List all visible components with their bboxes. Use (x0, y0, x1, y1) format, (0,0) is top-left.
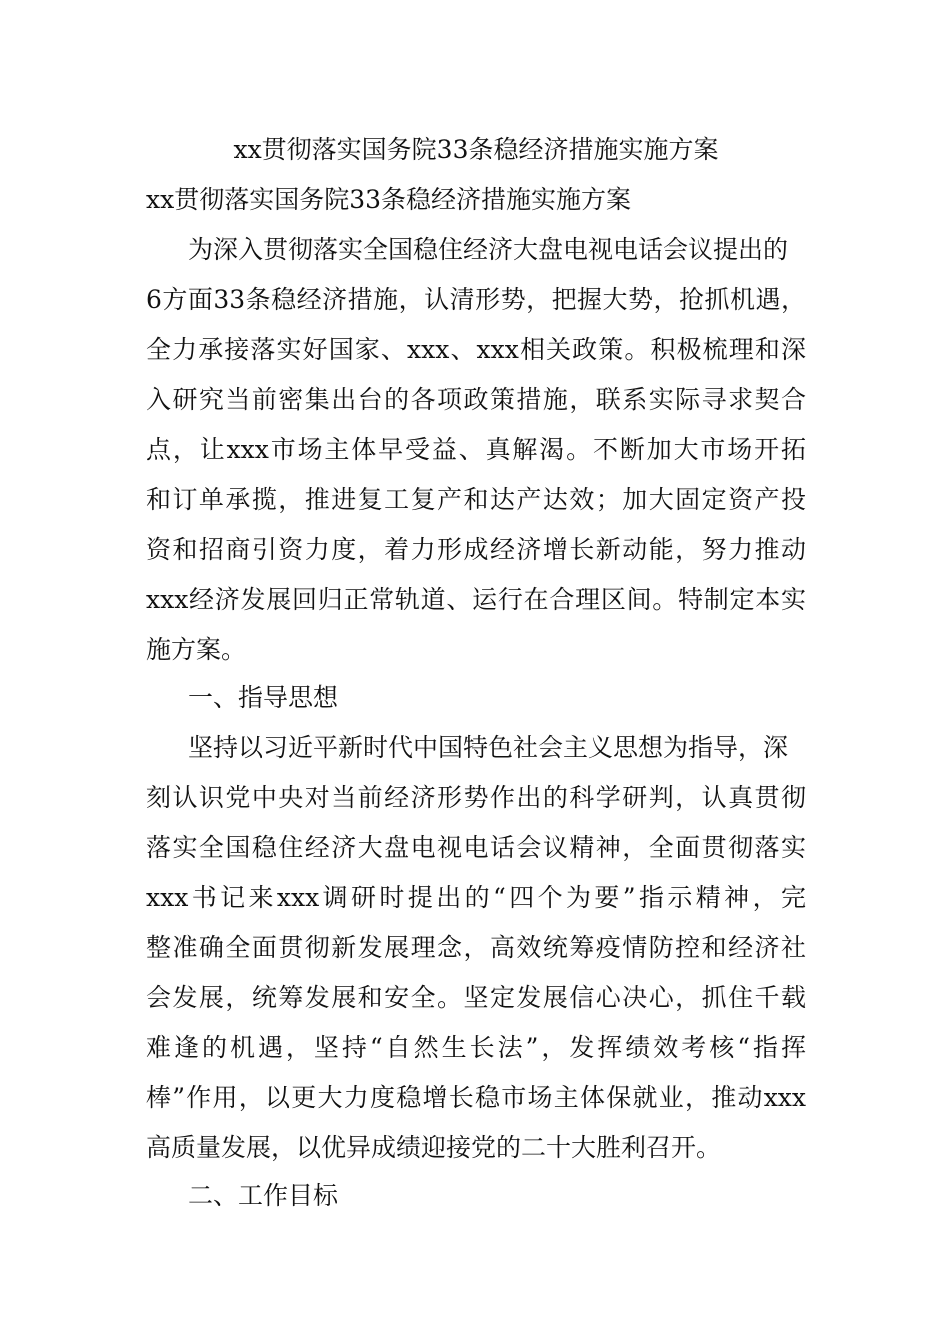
paragraph-line: 坚持以习近平新时代中国特色社会主义思想为指导，深 (188, 733, 789, 762)
paragraph-line: xxx经济发展回归正常轨道、运行在合理区间。特制定本实 (146, 585, 806, 614)
intro-paragraph (146, 225, 806, 675)
paragraph-line: xxx书记来xxx调研时提出的“四个为要”指示精神，完 (146, 883, 806, 912)
paragraph-line: 全力承接落实好国家、xxx、xxx相关政策。积极梳理和深 (146, 335, 806, 364)
paragraph-line: 难逢的机遇，坚持“自然生长法”，发挥绩效考核“指挥 (146, 1033, 806, 1062)
document-title: xx贯彻落实国务院33条稳经济措施实施方案 (233, 135, 719, 164)
paragraph-line: 高质量发展，以优异成绩迎接党的二十大胜利召开。 (146, 1133, 722, 1162)
document-subtitle: xx贯彻落实国务院33条稳经济措施实施方案 (146, 185, 632, 214)
paragraph-line: 落实全国稳住经济大盘电视电话会议精神，全面贯彻落实 (146, 833, 806, 862)
paragraph-line: 和订单承揽，推进复工复产和达产达效；加大固定资产投 (146, 485, 806, 514)
paragraph-line: 刻认识党中央对当前经济形势作出的科学研判，认真贯彻 (146, 783, 806, 812)
paragraph-line: 资和招商引资力度，着力形成经济增长新动能，努力推动 (146, 535, 806, 564)
paragraph-line: 6方面33条稳经济措施，认清形势，把握大势，抢抓机遇， (146, 285, 806, 314)
section-heading-work-goals: 二、工作目标 (188, 1181, 339, 1210)
paragraph-line: 点，让xxx市场主体早受益、真解渴。不断加大市场开拓 (146, 435, 806, 464)
guiding-paragraph (146, 723, 806, 1173)
paragraph-line: 施方案。 (146, 635, 247, 664)
section-heading-guiding-thought: 一、指导思想 (188, 683, 339, 712)
paragraph-line: 整准确全面贯彻新发展理念，高效统筹疫情防控和经济社 (146, 933, 806, 962)
paragraph-line: 棒”作用，以更大力度稳增长稳市场主体保就业，推动xxx (146, 1083, 806, 1112)
paragraph-line: 入研究当前密集出台的各项政策措施，联系实际寻求契合 (146, 385, 806, 414)
paragraph-line: 为深入贯彻落实全国稳住经济大盘电视电话会议提出的 (188, 235, 789, 264)
paragraph-line: 会发展，统筹发展和安全。坚定发展信心决心，抓住千载 (146, 983, 806, 1012)
